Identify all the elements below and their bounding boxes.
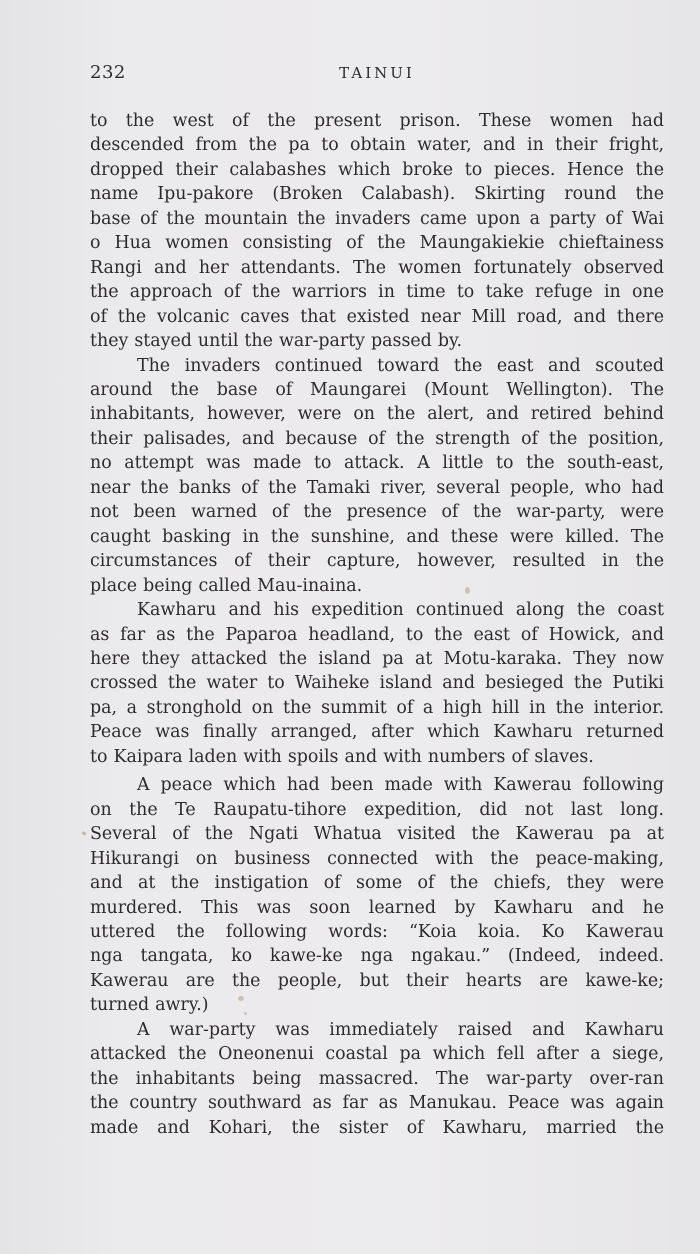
text-line: made and Kohari, the sister of Kawharu, married the	[90, 1117, 664, 1138]
text-line: as far as the Paparoa headland, to the east of Howick, and	[90, 624, 664, 645]
text-line: o Hua women consisting of the Maungakiekie chieftainess	[90, 233, 664, 254]
text-line: Rangi and her attendants. The women fortunately observed	[90, 257, 664, 278]
text-line: the approach of the warriors in time to take refuge in one	[90, 282, 664, 303]
text-line: inhabitants, however, were on the alert, and retired behind	[90, 404, 664, 425]
text-line: they stayed until the war-party passed by.	[90, 331, 463, 352]
text-line: no attempt was made to attack. A little to the south-east,	[90, 453, 664, 474]
body-text	[90, 109, 664, 1140]
margin-mark	[82, 831, 87, 836]
text-line: murdered. This was soon learned by Kawharu and he	[90, 897, 664, 918]
text-line: place being called Mau-inaina.	[90, 575, 363, 596]
text-line: name Ipu-pakore (Broken Calabash). Skirting round the	[90, 184, 664, 205]
text-line: pa, a stronghold on the summit of a high hill in the interior.	[90, 697, 664, 718]
text-line: Several of the Ngati Whatua visited the Kawerau pa at	[90, 824, 664, 845]
text-line: the country southward as far as Manukau. Peace was again	[90, 1093, 664, 1114]
text-line: base of the mountain the invaders came upon a party of Wai	[90, 208, 664, 229]
text-line: The invaders continued toward the east and scouted	[137, 355, 664, 376]
text-line: Hikurangi on business connected with the peace-making,	[90, 848, 664, 869]
text-line: nga tangata, ko kawe-ke nga ngakau.” (Indeed, indeed.	[90, 946, 664, 967]
text-line: and at the instigation of some of the chiefs, they were	[90, 873, 664, 894]
text-line: not been warned of the presence of the war-party, were	[90, 502, 664, 523]
paper-blemish	[465, 587, 470, 594]
text-line: on the Te Raupatu-tihore expedition, did not last long.	[90, 799, 664, 820]
text-line: uttered the following words: “Koia koia. Ko Kawerau	[90, 921, 664, 942]
text-line: Kawharu and his expedition continued along the coast	[137, 600, 664, 621]
text-line: caught basking in the sunshine, and these were killed. The	[90, 526, 664, 547]
text-line: Peace was finally arranged, after which Kawharu returned	[90, 722, 664, 743]
text-line: the inhabitants being massacred. The war-party over-ran	[90, 1068, 664, 1089]
text-line: near the banks of the Tamaki river, several people, who had	[90, 477, 664, 498]
text-line: turned awry.)	[90, 995, 209, 1016]
text-line: crossed the water to Waiheke island and besieged the Putiki	[90, 673, 664, 694]
text-line: A war-party was immediately raised and Kawharu	[137, 1019, 664, 1040]
text-line: around the base of Maungarei (Mount Wellington). The	[90, 379, 664, 400]
paper-blemish	[244, 1012, 247, 1015]
text-line: descended from the pa to obtain water, and in their fright,	[90, 135, 664, 156]
text-line: of the volcanic caves that existed near Mill road, and there	[90, 306, 664, 327]
page-number: 232	[90, 62, 126, 83]
text-line: to the west of the present prison. These women had	[90, 111, 664, 131]
text-line: dropped their calabashes which broke to pieces. Hence the	[90, 159, 664, 180]
text-line: here they attacked the island pa at Motu-karaka. They now	[90, 648, 664, 669]
running-title: TAINUI	[339, 64, 415, 82]
text-line: to Kaipara laden with spoils and with numbers of slaves.	[90, 746, 594, 767]
text-line: attacked the Oneonenui coastal pa which fell after a siege,	[90, 1044, 664, 1065]
running-head	[90, 62, 664, 90]
text-line: A peace which had been made with Kawerau following	[137, 775, 664, 796]
paper-blemish	[238, 996, 244, 1001]
text-line: their palisades, and because of the strength of the position,	[90, 428, 664, 449]
text-line: circumstances of their capture, however, resulted in the	[90, 551, 664, 572]
text-line: Kawerau are the people, but their hearts are kawe-ke;	[90, 970, 664, 991]
